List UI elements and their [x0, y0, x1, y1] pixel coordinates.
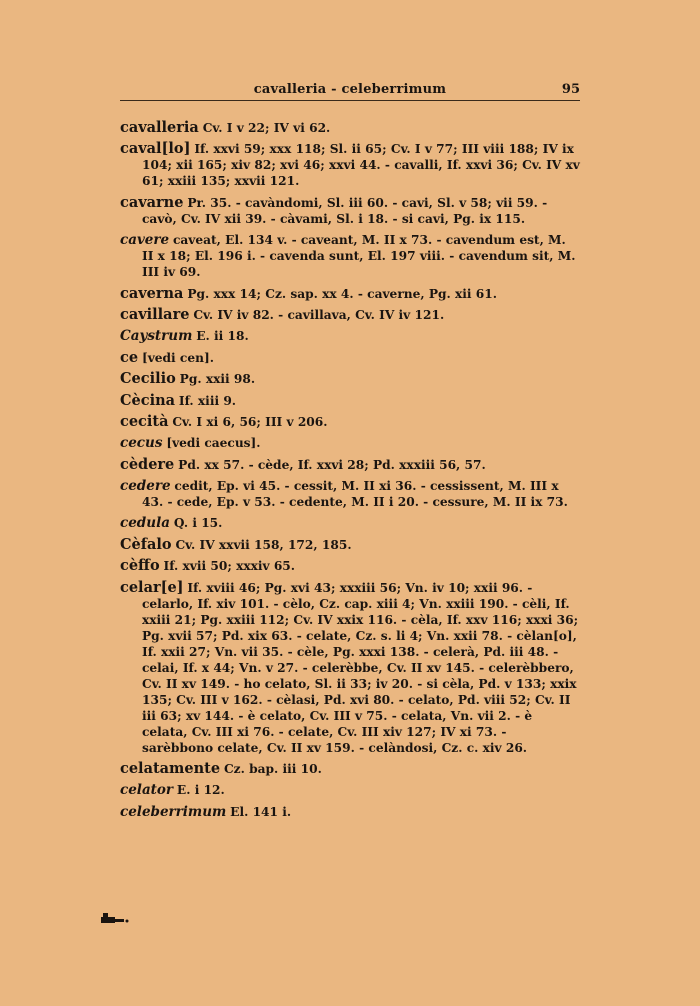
entry-headword: Caystrum — [120, 328, 193, 345]
dictionary-entry — [120, 515, 580, 531]
dictionary-entry — [120, 393, 580, 409]
entry-headword: caval[lo] — [120, 140, 191, 158]
dictionary-entry — [120, 141, 580, 189]
entry-headword: Cèfalo — [120, 535, 172, 553]
dictionary-entry — [120, 804, 580, 820]
entry-headword: celeberrimum — [120, 803, 227, 820]
entry-headword: cecità — [120, 412, 169, 430]
dictionary-entry — [120, 782, 580, 798]
entry-headword: Cecilio — [120, 370, 176, 388]
entry-headword: cavere — [120, 232, 170, 249]
entry-citations: El. 141 i. — [230, 804, 292, 819]
dictionary-entry — [120, 195, 580, 227]
dictionary-entry — [120, 232, 580, 280]
dictionary-entry — [120, 328, 580, 344]
dictionary-entry — [120, 350, 580, 366]
entry-headword: ce — [120, 348, 139, 366]
entry-headword: cèdere — [120, 455, 175, 473]
entry-citations: Cv. I v 22; IV vi 62. — [202, 121, 331, 135]
entry-headword: celator — [120, 782, 174, 799]
entry-citations: Cv. I xi 6, 56; III v 206. — [172, 414, 328, 429]
header-rule — [120, 100, 580, 101]
printer-mark-icon — [100, 908, 132, 926]
entry-headword: Cècina — [120, 391, 176, 409]
entry-citations: Pg. xxii 98. — [179, 372, 256, 387]
entry-headword: cavalleria — [120, 119, 199, 136]
entry-citations: Pg. xxx 14; Cz. sap. xx 4. - caverne, Pg. xii 61. — [187, 286, 497, 301]
entry-headword: cavillare — [120, 305, 190, 323]
dictionary-entry — [120, 537, 580, 553]
entry-citations: If. xviii 46; Pg. xvi 43; xxxiii 56; Vn. iv 10; xxii 96. - celarlo, If. xiv 101. - cèlo, Cz. cap. xiii 4; Vn. xxiii 190. - cèli, If. xxiii 21; Pg. xxiii 112; Cv. IV xxix 116. - cèla, If. xxv 116; xxxi 36; Pg. xvii 57; Pd. xix 63. - celate, Cz. s. li 4; Vn. xxii 78. - cèlan[o], If. xxii 27; Vn. vii 35. - cèle, Pg. xxxi 138. - celerà, Pd. iii 48. - celai, If. x 44; Vn. v 27. - celerèbbe, Cv. II xv 145. - celerèbbero, Cv. II xv 149. - ho celato, Sl. ii 33; iv 20. - si cèla, Pd. v 133; xxix 135; Cv. III v 162. - cèlasi, Pd. xvi 80. - celato, Pd. viii 52; Cv. II iii 63; xv 144. - è celato, Cv. III v 75. - celata, Vn. vii 2. - è celata, Cv. III xi 76. - celate, Cv. III xiv 127; IV xi 73. - sarèbbono celate, Cv. II xv 159. - celàndosi, Cz. c. xiv 26. — [142, 580, 579, 755]
dictionary-entry — [120, 286, 580, 302]
page-number: 95 — [561, 82, 580, 97]
dictionary-entry — [120, 435, 580, 451]
entry-citations: Cv. IV iv 82. - cavillava, Cv. IV iv 121. — [193, 307, 445, 322]
entry-citations: Cv. IV xxvii 158, 172, 185. — [175, 537, 352, 552]
entry-citations: E. i 12. — [176, 783, 225, 798]
entry-citations: Cz. bap. iii 10. — [223, 762, 322, 777]
running-header — [120, 82, 580, 102]
dictionary-entry — [120, 558, 580, 574]
entry-citations: caveat, El. 134 v. - caveant, M. II x 73. - cavendum est, M. II x 18; El. 196 i. - cavenda sunt, El. 197 viii. - cavendum sit, M. III iv 69. — [142, 233, 576, 280]
running-title: cavalleria - celeberrimum — [253, 82, 447, 97]
entry-citations: E. ii 18. — [196, 329, 249, 344]
entry-headword: celatamente — [120, 760, 221, 778]
dictionary-entry — [120, 120, 580, 136]
entry-citations: [vedi cen]. — [141, 350, 214, 365]
entry-citations: Pr. 35. - cavàndomi, Sl. iii 60. - cavi, Sl. v 58; vii 59. - cavò, Cv. IV xii 39. - càvami, Sl. i 18. - si cavi, Pg. ix 115. — [142, 195, 548, 226]
entry-citations: If. xvii 50; xxxiv 65. — [163, 559, 296, 574]
entry-headword: celar[e] — [120, 578, 184, 596]
entry-headword: cedula — [120, 515, 170, 532]
dictionary-entry — [120, 457, 580, 473]
dictionary-entry — [120, 371, 580, 387]
dictionary-entry — [120, 414, 580, 430]
entry-citations: [vedi caecus]. — [166, 436, 261, 451]
entry-headword: cecus — [120, 435, 163, 452]
dictionary-entries — [120, 120, 580, 825]
dictionary-entry — [120, 478, 580, 510]
entry-citations: If. xiii 9. — [178, 393, 237, 408]
dictionary-entry — [120, 580, 580, 756]
entry-citations: Q. i 15. — [173, 516, 223, 531]
entry-headword: cèffo — [120, 557, 160, 575]
entry-citations: If. xxvi 59; xxx 118; Sl. ii 65; Cv. I v 77; III viii 188; IV ix 104; xii 165; xiv 82; xvi 46; xxvi 44. - cavalli, If. xxvi 36; Cv. IV xv 61; xxiii 135; xxvii 121. — [142, 142, 580, 189]
entry-citations: Pd. xx 57. - cède, If. xxvi 28; Pd. xxxiii 56, 57. — [178, 457, 486, 472]
dictionary-entry — [120, 761, 580, 777]
entry-headword: cavarne — [120, 193, 184, 211]
dictionary-entry — [120, 307, 580, 323]
entry-citations: cedit, Ep. vi 45. - cessit, M. II xi 36. - cessissent, M. III x 43. - cede, Ep. v 53. - cedente, M. II i 20. - cessure, M. II ix 73. — [142, 479, 568, 510]
entry-headword: cedere — [120, 478, 171, 495]
entry-headword: caverna — [120, 284, 184, 302]
